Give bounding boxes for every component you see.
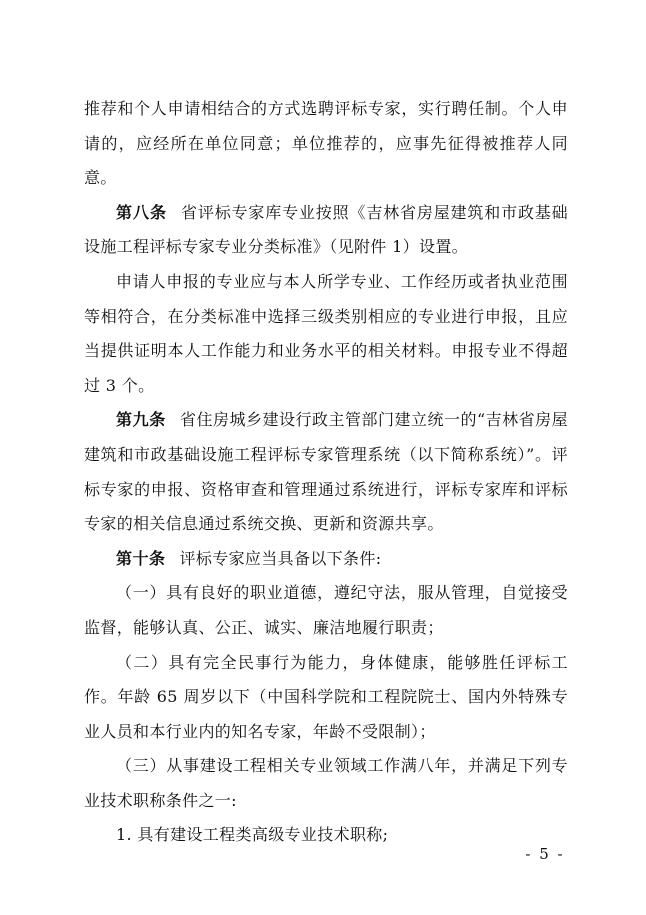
article-10-paragraph — [84, 542, 568, 577]
paragraph-text: （二）具有完全民事行为能力，身体健康，能够胜任评标工作。年龄 65 周岁以下（中国科学院和工程院院士、国内外特殊专业人员和本行业内的知名专家，年龄不受限制）； — [84, 652, 568, 741]
document-body — [84, 92, 568, 853]
article-number: 第九条 — [116, 410, 166, 430]
paragraph-text: 申请人申报的专业应与本人所学专业、工作经历或者执业范围等相符合，在分类标准中选择三级类别相应的专业进行申报，且应当提供证明本人工作能力和业务水平的相关材料。申报专业不得超过 3 个。 — [84, 271, 568, 395]
paragraph-text: （三）从事建设工程相关专业领域工作满八年，并满足下列专业技术职称条件之一: — [84, 756, 568, 810]
paragraph-text: 评标专家应当具备以下条件: — [179, 548, 382, 568]
article-8-paragraph — [84, 196, 568, 265]
paragraph-text: 省住房城乡建设行政主管部门建立统一的“吉林省房屋建筑和市政基础设施工程评标专家管理系统（以下简称系统）”。评标专家的申报、资格审查和管理通过系统进行，评标专家库和评标专家的相关信息通过系统交换、更新和资源共享。 — [84, 410, 568, 534]
article-number: 第八条 — [116, 202, 167, 222]
paragraph-text: 省评标专家库专业按照《吉林省房屋建筑和市政基础设施工程评标专家专业分类标准》（见附件 1）设置。 — [84, 202, 568, 257]
paragraph-application-specialty — [84, 265, 568, 403]
article-number: 第十条 — [116, 548, 166, 568]
article-9-paragraph — [84, 403, 568, 541]
title-condition-item-1 — [84, 818, 568, 853]
condition-item-2 — [84, 646, 568, 750]
page-number: - 5 - — [525, 845, 565, 863]
paragraph-text: （一）具有良好的职业道德，遵纪守法，服从管理，自觉接受监督，能够认真、公正、诚实、廉洁地履行职责； — [84, 583, 568, 637]
paragraph-recruitment-method — [84, 92, 568, 196]
paragraph-text: 推荐和个人申请相结合的方式选聘评标专家，实行聘任制。个人申请的，应经所在单位同意；单位推荐的，应事先征得被推荐人同意。 — [84, 99, 568, 188]
condition-item-3 — [84, 749, 568, 818]
paragraph-text: 1. 具有建设工程类高级专业技术职称; — [116, 825, 389, 845]
condition-item-1 — [84, 576, 568, 645]
